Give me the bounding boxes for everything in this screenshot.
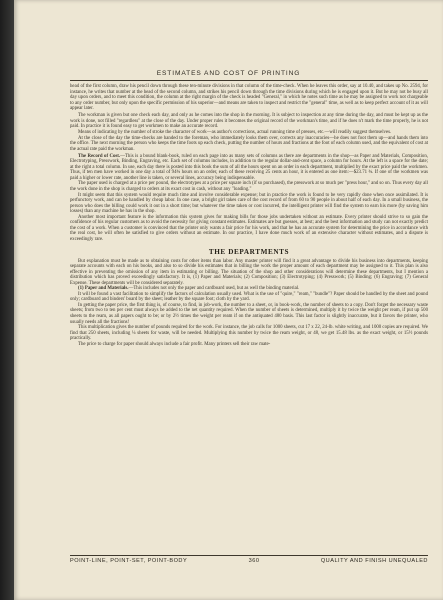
paragraph: At the close of the day the time-checks are handed to the foreman, who immediately looks them over, corrects any inaccuracies—he does not foot them up—and hands them into the office. The next morning the person who keeps the time foots up each check, putting the number of hours and fractions at the foot of each column used, and the equivalent of cost at the actual rate paid the workman. — [70, 135, 428, 152]
paragraph: This multiplication gives the number of pounds required for the work. For instance, the job calls for 1000 sheets, cut 17 x 22, 24-lb. white writing, and 1000 copies are required. We find that 250 sheets, including ¼ sheets for waste, will be needed. Multiplying this number by twice the ream weight, or 48, we get 15.48 lbs. as the exact weight, or 15½ pounds practically. — [70, 325, 428, 342]
paragraph: It might seem that this system would require much time and involve considerable expense; but in practice the work is found to be very rapidly done when once assimilated. It is perfunctory work, and can be handled by cheap labor. In one case, a bright girl takes care of the cost record of from 60 to 90 people in about half of each day. In a small business, the person who does the billing could work it out in a short time; but whatever the time taken or cost incurred, the intelligent printer will find the system to earn his more (by saving him losses) than any machine he has in the shop. — [70, 192, 428, 215]
paragraph: The workman is given but one check each day, and only as he comes into the shop in the morning. It is subject to inspection at any time during the day, and must be kept up as the work is done, not filled "regardless" at the close of the day. Under proper rules it becomes the original record of the workman's time, and if he does n't mark the time properly, he is not paid. In practice it is found easy to get workmen to make an accurate record. — [70, 113, 428, 130]
paragraph: The paper used is charged at a price per pound, the electrotypes at a price per square inch (if so purchased), the presswork at so much per "press hour," and so on. Thus every day all the work done in the shop is charged to orders at its exact cost in cash, without any "loading." — [70, 181, 428, 193]
paragraph: Another most important feature is the information this system gives for making bills for those jobs undertaken without an estimate. Every printer should strive to so gain the confidence of his regular customers as to avoid the necessity for giving constant estimates. Estimates are but guesses, at best; and the best information and study can not exactly predict the cost of a work. When a customer is convinced that the printer only wants a fair price for his work, and that he has an accurate system for determining the price in accordance with the real cost, he will often be satisfied to give orders without an estimate. In our practice, I have done much work of an extensive character without estimates, and a dispute is exceedingly rare. — [70, 214, 428, 242]
book-binding-edge — [0, 0, 14, 600]
footer-rule — [70, 555, 428, 556]
paragraph: In getting the paper price, the first thing is, of course, to find, in job-work, the number to a sheet, or, in book-work, the number of sheets to a copy. Don't forget the necessary waste sheets; from two to ten per cent must always be added to the net quantity required. When the number of sheets is determined, multiply it by twice the weight per ream, if put up 500 sheets to the ream, as all papers ought to be; or by 2½ times the weight per ream if on the antiquated 480 basis. This last factor is slightly inaccurate, but it favors the printer, who usually needs all the fractions! — [70, 302, 428, 325]
footer-left: POINT-LINE, POINT-SET, POINT-BODY — [70, 558, 188, 564]
runin-heading: The Record of Cost. — [78, 153, 121, 159]
footer-right: QUALITY AND FINISH UNEQUALED — [320, 558, 428, 564]
page-body — [70, 84, 428, 347]
section-heading: THE DEPARTMENTS — [208, 247, 290, 256]
book-page — [14, 0, 443, 600]
running-head: ESTIMATES AND COST OF PRINTING — [156, 70, 301, 77]
page-footer — [70, 558, 428, 564]
paragraph: Means of indicating by the number of stroke the character of work—as author's corrections, actual running time of presses, etc.—will readily suggest themselves. — [78, 129, 392, 135]
paragraph: But explanation must be made as to obtaining costs for other items than labor. Any master printer will find it a great advantage to divide his business into departments, keeping separate accounts with each on his books, and also to so divide his estimates that in billing the work the proper amount of each department may be assigned to it. This plan is also effective in preventing the omission of any item in estimating or billing. The situation of the shop and other considerations will determine these departments, but I mention a distribution which has proved exceedingly satisfactory. It is, (1) Paper and Materials; (2) Composition; (3) Electrotyping; (4) Presswork; (5) Binding; (6) Engraving; (7) General Expense. These departments will be considered separately. — [70, 258, 428, 286]
runin-text: —This is a bound blank-book, ruled on each page into as many sets of columns as there are departments in the shop—as Paper and Materials, Composition, Electrotyping, Presswork, Binding, Engraving, etc. Each set of columns includes, in addition to the regular dollar-and-cent space, a column for hours. At the left is a space for the date; at the right a total column. In use, each day there is posted into this book the sum of all the hours spent on an order in each department, multiplied by the exact price paid the workmen. Thus, if ten men have worked in one day a total of 94¾ hours on an order, each of these receiving 25 cents an hour, it is entered as one item:—$23.71 ¾. If one of the workmen was paid a higher or lower rate, another line is taken, or several lines, accuracy being indispensable. — [70, 153, 428, 181]
runin-heading: (1) Paper and Materials. — [78, 286, 129, 292]
paragraph: The price to charge for paper should always include a fair profit. Many printers sell their raw mate- — [78, 341, 271, 347]
paragraph: head of the first column, draw his pencil down through these ten-minute divisions in that column of the time-check. When he leaves this order, say at 10.40, and takes up No. 2594, for instance, he writes that number at the head of the second column, and strikes his pencil down through the time divisions during which he is engaged upon it. But he may not be busy all day upon orders, and to meet this condition, the column at the right margin of the check is headed "General," in which he notes such time as he may be assigned to work not chargeable to any order number, but only upon the specific permission of his superior—and means are taken to inspect and restrict the "general" time, as well as to keep perfect account of it as will appear later. — [70, 84, 428, 112]
paragraph-record-of-cost — [70, 154, 428, 182]
paragraph: It will be found a vast facilitation to simplify the factors of calculation usually used. What is the use of "quire," "ream," "bundle"? Paper should be handled by the sheet and pound only; cardboard and binders' board by the sheet; leather by the square foot; cloth by the yard. — [70, 291, 428, 303]
page-number: 360 — [248, 558, 260, 564]
runin-text: —This includes not only the paper and cardboard used, but as well the binding material. — [128, 286, 300, 292]
header-rule — [70, 80, 428, 81]
